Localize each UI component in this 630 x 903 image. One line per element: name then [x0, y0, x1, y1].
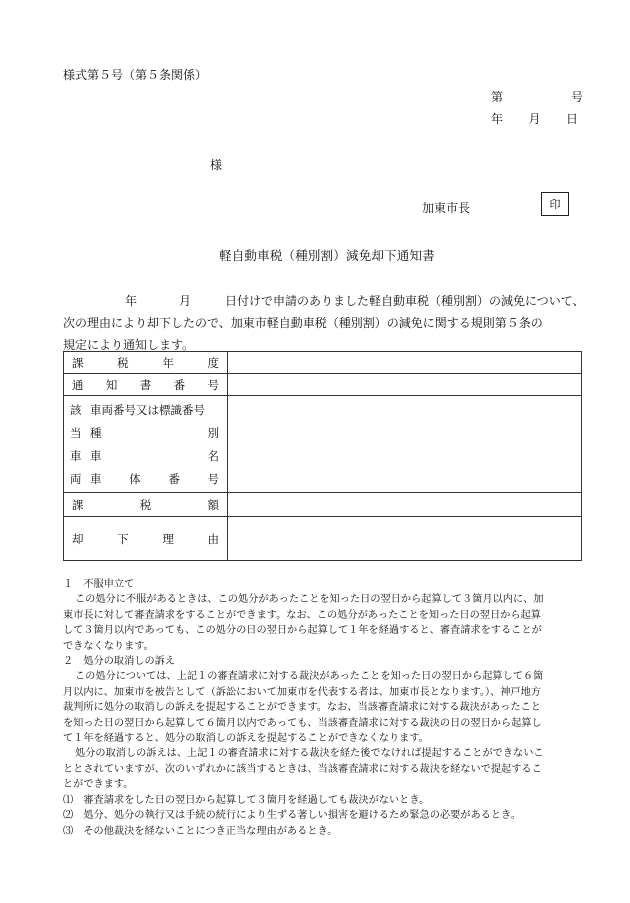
note-line: して３箇月以内であっても、この処分の日の翌日から起算して１年を経過すると、審査請求をすることが: [63, 625, 542, 637]
label-body-number: [90, 471, 219, 487]
row-vehicle: [64, 396, 582, 493]
label-char: 由: [207, 531, 219, 546]
issue-date-row: [491, 108, 578, 130]
label-char: 度: [207, 355, 219, 370]
label-tax-year: [64, 352, 228, 374]
intro-paragraph: [63, 290, 588, 356]
label-char: 下: [117, 531, 129, 546]
label-kind: [90, 425, 219, 441]
row-tax-year: [64, 352, 582, 374]
year-label: 年: [491, 112, 504, 126]
label-make: [90, 448, 219, 464]
label-char: 名: [207, 448, 219, 463]
form-number: 様式第５号（第５条関係）: [63, 68, 208, 82]
note-line: とができます。: [63, 779, 134, 791]
label-plate: 車両番号又は標識番号: [90, 402, 205, 417]
label-char: 当: [70, 425, 82, 440]
note-heading-appeal: １ 不服申立て: [63, 579, 135, 590]
seal-box: [541, 192, 569, 216]
note-line: を知った日の翌日から起算して６箇月以内であっても、当該審査請求に対する裁決の日の翌日から起算し: [63, 717, 542, 729]
label-char: 知: [105, 377, 118, 392]
details-table: [63, 351, 582, 561]
label-char: 年: [162, 355, 174, 370]
note-line: 処分の取消しの訴えは、上記１の審査請求に対する裁決を経た後でなければ提起することができないこ: [75, 748, 544, 760]
recipient-honorific: 様: [210, 158, 223, 172]
note-item: ⑵ 処分、処分の執行又は手続の続行により生ずる著しい損害を避けるため緊急の必要があるとき。: [63, 810, 522, 822]
value-vehicle: [228, 396, 582, 493]
issuer-name: 加東市長: [422, 201, 471, 215]
label-char: 理: [162, 531, 174, 546]
intro-year: 年: [125, 294, 138, 308]
value-rejection-reason: [228, 517, 582, 561]
number-label: 第: [491, 90, 504, 104]
label-tax-amount: [64, 493, 228, 517]
number-suffix: 号: [570, 90, 583, 104]
vehicle-sub-labels: [84, 396, 227, 492]
intro-line-2: 次の理由により却下したので、加東市軽自動車税（種別割）の減免に関する規則第５条の: [63, 316, 543, 330]
label-char: 該: [70, 402, 82, 417]
label-char: 却: [72, 531, 84, 546]
note-line: 東市長に対して審査請求をすることができます。なお、この処分があったことを知った日の翌日から起算: [63, 609, 541, 621]
label-char: 課: [72, 497, 84, 512]
note-line: て１年を経過すると、処分の取消しの訴えを提起することができなくなります。: [63, 733, 429, 745]
row-tax-amount: [64, 493, 582, 517]
note-heading-lawsuit: ２ 処分の取消しの訴え: [63, 656, 176, 668]
intro-line-3: 規定により通知します。: [63, 338, 195, 352]
label-char: 号: [207, 471, 219, 486]
number-date-block: [491, 86, 583, 130]
label-char: 番: [173, 377, 186, 392]
intro-line-1: [63, 290, 588, 312]
day-label: 日: [565, 112, 578, 126]
value-tax-amount: [228, 493, 582, 517]
note-line: この処分については、上記１の審査請求に対する裁決があったことを知った日の翌日から起算して６箇: [75, 671, 544, 683]
label-vehicle: [64, 396, 228, 493]
note-line: 裁判所に処分の取消しの訴えを提起することができます。なお、当該審査請求に対する裁決があったこと: [63, 702, 541, 714]
month-label: 月: [528, 112, 541, 126]
label-rejection-reason: [64, 517, 228, 561]
notice-number-row: [491, 86, 583, 108]
note-line: できなくなります。: [63, 640, 154, 652]
document-title: 軽自動車税（種別割）減免却下通知書: [219, 248, 435, 263]
note-line: 月以内に、加東市を被告として（訴訟において加東市を代表する者は、加東市長となります。）、神戸地方: [63, 686, 541, 698]
seal-mark: 印: [549, 198, 561, 211]
intro-line-1-text: 日付けで申請のありました軽自動車税（種別割）の減免について、: [225, 294, 585, 308]
label-char: 額: [207, 497, 219, 512]
notes-section: [63, 577, 588, 839]
label-char: 種: [90, 425, 102, 440]
label-char: 別: [207, 425, 219, 440]
label-char: 税: [139, 497, 152, 512]
value-notice-number: [228, 374, 582, 396]
label-char: 車: [70, 448, 82, 463]
label-char: 号: [207, 377, 219, 392]
vehicle-side-label: [64, 396, 84, 492]
note-item: ⑴ 審査請求をした日の翌日から起算して３箇月を経過しても裁決がないとき。: [63, 794, 430, 806]
label-char: 車: [90, 471, 102, 486]
label-char: 体: [129, 471, 141, 486]
note-line: この処分に不服があるときは、この処分があったことを知った日の翌日から起算して３箇月以内に、加: [75, 594, 544, 606]
label-char: 課: [72, 355, 84, 370]
label-char: 税: [117, 355, 129, 370]
intro-month: 月: [179, 294, 192, 308]
note-item: ⑶ その他裁決を経ないことにつき正当な理由があるとき。: [63, 825, 338, 837]
label-notice-number: [64, 374, 228, 396]
label-char: 車: [90, 448, 102, 463]
note-line: ととされていますが、次のいずれかに該当するときは、当該審査請求に対する裁決を経ないで提起するこ: [63, 763, 542, 775]
label-char: 両: [70, 471, 82, 486]
label-char: 書: [139, 377, 152, 392]
value-tax-year: [228, 352, 582, 374]
row-rejection-reason: [64, 517, 582, 561]
label-char: 番: [168, 471, 180, 486]
row-notice-number: [64, 374, 582, 396]
label-char: 通: [72, 377, 84, 392]
